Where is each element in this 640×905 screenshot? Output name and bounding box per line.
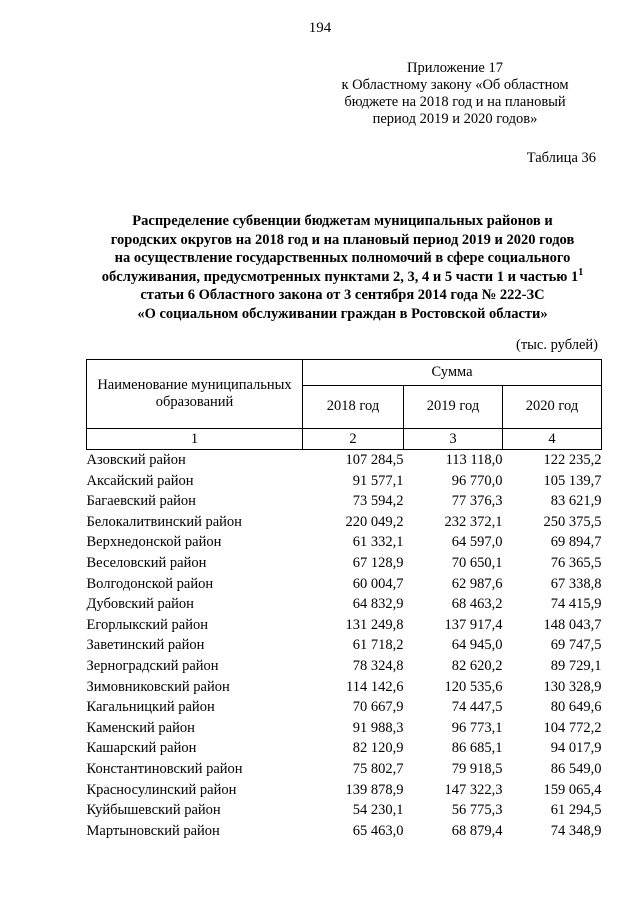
table-row: [87, 635, 602, 656]
title-line: «О социальном обслуживании граждан в Ростовской области»: [137, 305, 548, 322]
value-2020: 89 729,1: [550, 657, 602, 674]
header-year: 2019 год: [404, 385, 503, 428]
table-row: [87, 491, 602, 512]
appendix-line: период 2019 и 2020 годов»: [372, 111, 538, 127]
header-year: 2020 год: [503, 385, 602, 428]
page-number: 194: [308, 20, 332, 36]
table-body: [87, 450, 602, 842]
value-2019: 232 372,1: [444, 513, 503, 530]
value-2019: 70 650,1: [451, 554, 503, 571]
value-2020: 250 375,5: [543, 513, 602, 530]
table-row: [87, 821, 602, 842]
value-2019: 96 773,1: [451, 719, 503, 736]
appendix-line: к Областному закону «Об областном: [341, 77, 569, 93]
appendix-line: Приложение 17: [407, 60, 503, 76]
value-2020: 67 338,8: [550, 575, 602, 592]
value-2020: 69 747,5: [550, 637, 602, 654]
appendix-line: бюджете на 2018 год и на плановый: [344, 94, 566, 110]
value-2018: 54 230,1: [352, 802, 404, 819]
value-2020: 159 065,4: [543, 781, 602, 798]
municipality-name: Верхнедонской район: [86, 534, 222, 551]
table-row: [87, 532, 602, 553]
value-2020: 86 549,0: [550, 760, 602, 777]
table-row: [87, 800, 602, 821]
value-2018: 107 284,5: [345, 452, 404, 468]
header-sum: Сумма: [303, 360, 602, 386]
value-2018: 114 142,6: [346, 678, 404, 695]
value-2020: 104 772,2: [543, 719, 602, 736]
header-municipality: Наименование муниципальных образований: [87, 360, 303, 429]
value-2018: 64 832,9: [352, 596, 404, 613]
value-2018: 65 463,0: [352, 822, 404, 839]
municipality-name: Кашарский район: [86, 740, 197, 757]
municipality-name: Дубовский район: [86, 596, 194, 613]
table-row: [87, 697, 602, 718]
value-2020: 122 235,2: [543, 452, 602, 468]
municipality-name: Азовский район: [86, 452, 186, 468]
value-2019: 86 685,1: [451, 740, 503, 757]
municipality-name: Зерноградский район: [86, 657, 219, 674]
value-2020: 94 017,9: [550, 740, 602, 757]
table-row: [87, 738, 602, 759]
table-row: [87, 759, 602, 780]
column-number: 3: [404, 429, 503, 450]
municipality-name: Каменский район: [86, 719, 195, 736]
value-2020: 148 043,7: [543, 616, 602, 633]
municipality-name: Аксайский район: [86, 472, 194, 489]
table-row: [87, 512, 602, 533]
value-2020: 69 894,7: [550, 534, 602, 551]
table-row: [87, 471, 602, 492]
title-line: [75, 268, 610, 287]
title-superscript: 1: [578, 266, 584, 278]
table-row: [87, 718, 602, 739]
value-2018: 131 249,8: [345, 616, 404, 633]
municipality-name: Багаевский район: [86, 493, 196, 510]
table-row: [87, 677, 602, 698]
municipality-name: Заветинский район: [86, 637, 205, 654]
value-2018: 73 594,2: [352, 493, 404, 510]
column-number: 1: [87, 429, 303, 450]
value-2019: 120 535,6: [444, 678, 503, 695]
value-2019: 79 918,5: [451, 760, 503, 777]
value-2020: 130 328,9: [543, 678, 602, 695]
title-line: статьи 6 Областного закона от 3 сентября 2014 года № 222-ЗС: [140, 287, 545, 303]
title-line-text: обслуживания, предусмотренных пунктами 2, 3, 4 и 5 части 1 и частью 1: [101, 268, 579, 285]
value-2020: 74 348,9: [550, 822, 602, 839]
column-number: 2: [303, 429, 404, 450]
value-2018: 67 128,9: [352, 554, 404, 571]
value-2018: 61 718,2: [352, 637, 404, 654]
value-2020: 105 139,7: [543, 472, 602, 489]
municipality-name: Егорлыкский район: [86, 616, 208, 633]
value-2018: 75 802,7: [352, 760, 404, 777]
table-row: [87, 574, 602, 595]
value-2018: 70 667,9: [352, 699, 404, 716]
municipality-name: Красносулинский район: [86, 781, 237, 798]
table-row: [87, 450, 602, 471]
municipality-name: Веселовский район: [86, 554, 207, 571]
value-2018: 78 324,8: [352, 657, 404, 674]
value-2019: 137 917,4: [444, 616, 503, 633]
value-2019: 64 945,0: [451, 637, 503, 654]
value-2018: 220 049,2: [345, 513, 404, 530]
value-2018: 91 988,3: [352, 719, 404, 736]
column-number: 4: [503, 429, 602, 450]
value-2018: 61 332,1: [352, 534, 404, 551]
value-2018: 82 120,9: [352, 740, 404, 757]
value-2020: 83 621,9: [550, 493, 602, 510]
municipality-name: Кагальницкий район: [86, 699, 215, 716]
table-number: Таблица 36: [526, 150, 596, 166]
value-2019: 82 620,2: [451, 657, 503, 674]
value-2019: 62 987,6: [451, 575, 503, 592]
table-row: [87, 615, 602, 636]
table-row: [87, 594, 602, 615]
value-2019: 68 463,2: [451, 596, 503, 613]
value-2019: 113 118,0: [445, 452, 503, 468]
title-line: на осуществление государственных полномочий в сфере социального: [114, 250, 571, 266]
value-2019: 77 376,3: [451, 493, 503, 510]
value-2019: 74 447,5: [451, 699, 503, 716]
value-2020: 76 365,5: [550, 554, 602, 571]
table-header: [87, 360, 602, 450]
municipality-name: Константиновский район: [86, 760, 243, 777]
title-line: городских округов на 2018 год и на плановый период 2019 и 2020 годов: [110, 231, 575, 248]
table-row: [87, 553, 602, 574]
subvention-table: [86, 359, 602, 841]
municipality-name: Белокалитвинский район: [86, 513, 242, 530]
table-row: [87, 780, 602, 801]
value-2019: 64 597,0: [451, 534, 503, 551]
document-title: [75, 212, 610, 323]
value-2018: 91 577,1: [352, 472, 404, 489]
title-line: Распределение субвенции бюджетам муниципальных районов и: [132, 213, 553, 229]
value-2018: 60 004,7: [352, 575, 404, 592]
value-2019: 147 322,3: [444, 781, 503, 798]
municipality-name: Мартыновский район: [86, 822, 220, 839]
value-2019: 68 879,4: [451, 822, 503, 839]
municipality-name: Куйбышевский район: [86, 802, 221, 819]
value-2018: 139 878,9: [345, 781, 404, 798]
value-2020: 80 649,6: [550, 699, 602, 716]
value-2020: 74 415,9: [550, 596, 602, 613]
value-2020: 61 294,5: [550, 802, 602, 819]
table-row: [87, 656, 602, 677]
value-2019: 56 775,3: [451, 802, 503, 819]
units-label: (тыс. рублей): [516, 337, 598, 353]
appendix-reference: [320, 60, 590, 128]
value-2019: 96 770,0: [451, 472, 503, 489]
header-year: 2018 год: [303, 385, 404, 428]
municipality-name: Волгодонской район: [86, 575, 214, 592]
municipality-name: Зимовниковский район: [86, 678, 230, 695]
